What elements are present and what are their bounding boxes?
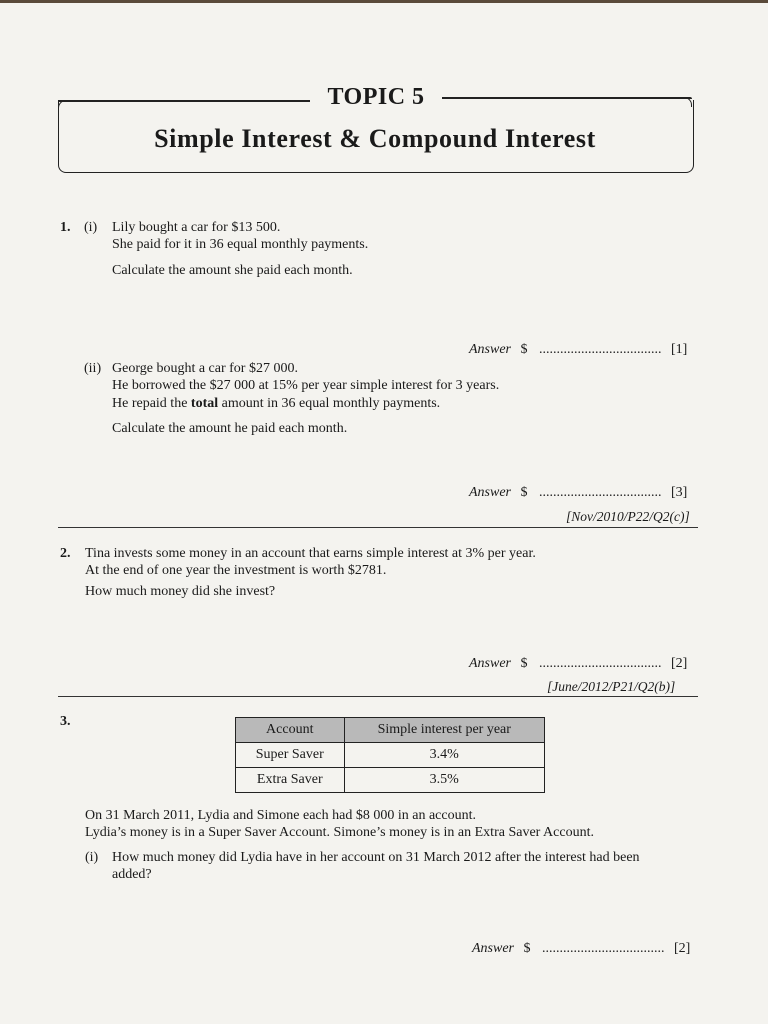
line-3-post: amount in 36 equal monthly payments. xyxy=(221,396,441,411)
q1-part-ii-answer-line[interactable] xyxy=(469,485,687,501)
answer-label: Answer xyxy=(472,941,514,956)
table-cell: 3.5% xyxy=(344,768,544,793)
q3-part-i-label: (i) xyxy=(85,850,99,865)
answer-dots: ................................... xyxy=(539,342,662,357)
answer-dots: ................................... xyxy=(539,656,662,671)
q1-part-ii-line-1: George bought a car for $27 000. xyxy=(112,361,298,376)
header-corner-right xyxy=(682,97,692,107)
question-2-number: 2. xyxy=(60,546,71,561)
line-3-bold: total xyxy=(190,396,219,411)
q2-reference: [June/2012/P21/Q2(b)] xyxy=(547,679,676,694)
page-title: Simple Interest & Compound Interest xyxy=(154,124,596,153)
answer-dots: ................................... xyxy=(542,941,665,956)
answer-unit: $ xyxy=(520,656,528,671)
answer-unit: $ xyxy=(520,485,528,500)
q1-reference: [Nov/2010/P22/Q2(c)] xyxy=(566,509,690,524)
topic-label: TOPIC 5 xyxy=(327,84,425,110)
q3-line-1: On 31 March 2011, Lydia and Simone each had $8 000 in an account. xyxy=(85,808,476,823)
q1-part-ii-line-2: He borrowed the $27 000 at 15% per year simple interest for 3 years. xyxy=(112,378,500,393)
answer-unit: $ xyxy=(523,941,531,956)
divider-q1 xyxy=(58,527,698,528)
q3-part-i-line-1: How much money did Lydia have in her account on 31 March 2012 after the interest had been xyxy=(112,850,640,865)
answer-label: Answer xyxy=(469,342,511,357)
q2-line-2: At the end of one year the investment is worth $2781. xyxy=(85,563,387,578)
q1-part-ii-label: (ii) xyxy=(84,361,102,376)
q1-part-ii-task: Calculate the amount he paid each month. xyxy=(112,421,348,436)
divider-q2 xyxy=(58,696,698,697)
question-3-number: 3. xyxy=(60,714,71,729)
marks: [1] xyxy=(671,342,688,357)
table-header-account: Account xyxy=(236,718,345,743)
q3-part-i-answer-line[interactable] xyxy=(472,941,690,957)
marks: [2] xyxy=(671,656,688,671)
interest-rate-table xyxy=(235,717,545,793)
table-cell: Super Saver xyxy=(236,743,345,768)
table-row xyxy=(236,768,545,793)
table-row xyxy=(236,743,545,768)
q1-part-i-task: Calculate the amount she paid each month. xyxy=(112,263,353,278)
table-header-row xyxy=(236,718,545,743)
table-cell: Extra Saver xyxy=(236,768,345,793)
marks: [2] xyxy=(674,941,691,956)
page-top-edge xyxy=(0,0,768,3)
q2-answer-line[interactable] xyxy=(469,656,687,672)
q2-line-3: How much money did she invest? xyxy=(85,584,276,599)
answer-dots: ................................... xyxy=(539,485,662,500)
answer-label: Answer xyxy=(469,485,511,500)
q3-part-i-line-2: added? xyxy=(112,867,152,882)
q1-part-i-answer-line[interactable] xyxy=(469,342,687,358)
q1-part-i-line-2: She paid for it in 36 equal monthly payments. xyxy=(112,237,369,252)
q1-part-i-label: (i) xyxy=(84,220,98,235)
marks: [3] xyxy=(671,485,688,500)
line-3-pre: He repaid the xyxy=(112,396,188,411)
header-corner-left xyxy=(58,100,68,110)
answer-unit: $ xyxy=(520,342,528,357)
table-header-rate: Simple interest per year xyxy=(344,718,544,743)
table-cell: 3.4% xyxy=(344,743,544,768)
q1-part-ii-line-3 xyxy=(112,396,440,412)
answer-label: Answer xyxy=(469,656,511,671)
q1-part-i-line-1: Lily bought a car for $13 500. xyxy=(112,220,281,235)
q3-line-2: Lydia’s money is in a Super Saver Account. Simone’s money is in an Extra Saver Account. xyxy=(85,825,594,840)
q2-line-1: Tina invests some money in an account that earns simple interest at 3% per year. xyxy=(85,546,536,561)
header-rule-right xyxy=(442,97,692,99)
header-rule-left xyxy=(58,100,310,102)
question-1-number: 1. xyxy=(60,220,71,235)
